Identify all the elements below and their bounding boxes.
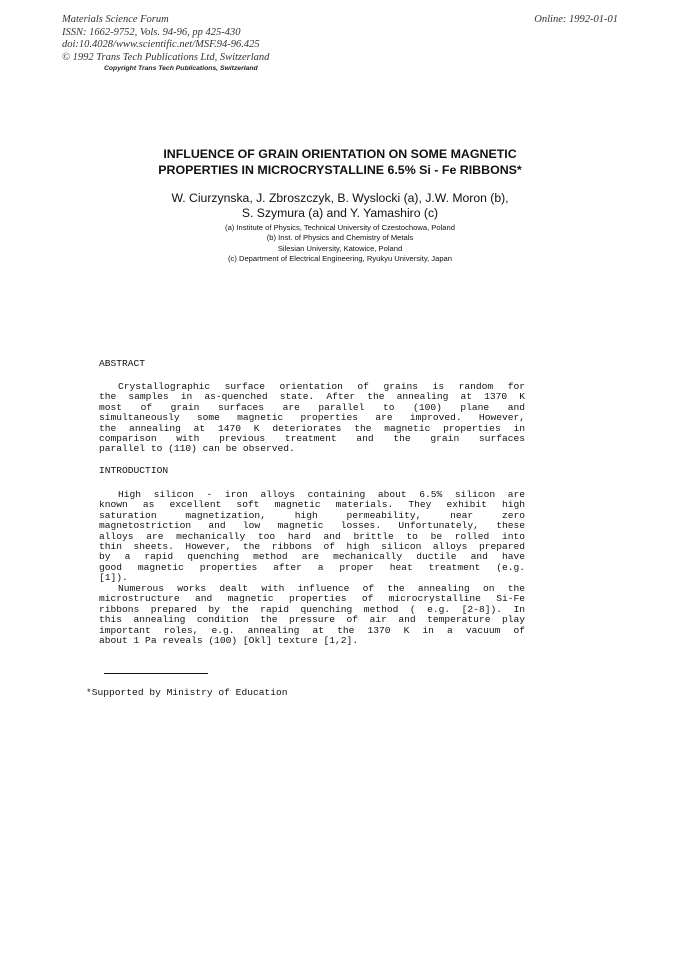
abstract-body	[99, 382, 525, 455]
affiliation-line: (c) Department of Electrical Engineering, Ryukyu University, Japan	[228, 254, 452, 264]
author-list	[80, 191, 600, 220]
copyright-line: Copyright Trans Tech Publications, Switzerland	[104, 65, 258, 72]
intro-line: saturation magnetization, high permeability, near zero	[99, 509, 525, 521]
introduction-heading: INTRODUCTION	[99, 465, 169, 476]
abstract-line: parallel to (110) can be observed.	[99, 443, 295, 455]
title-line: INFLUENCE OF GRAIN ORIENTATION ON SOME MAGNETIC	[163, 147, 517, 161]
intro-line: good magnetic properties after a proper heat treatment (e.g.	[99, 561, 525, 573]
abstract-line: Crystallographic surface orientation of grains is random for	[118, 381, 525, 392]
author-line: S. Szymura (a) and Y. Yamashiro (c)	[241, 205, 439, 220]
affiliation-line: Silesian University, Katowice, Poland	[277, 243, 403, 253]
intro-line: ribbons prepared by the rapid quenching method ( e.g. [2-8]). In	[99, 603, 525, 615]
intro-line: magnetostriction and low magnetic losses. Unfortunately, these	[99, 520, 525, 532]
footnote: *Supported by Ministry of Education	[86, 687, 288, 698]
abstract-line: simultaneously some magnetic properties are improved. However,	[99, 412, 525, 424]
abstract-line: comparison with previous treatment and the grain surfaces	[99, 433, 525, 445]
abstract-line: the samples in as-quenched state. After the annealing at 1370 K	[99, 391, 525, 403]
issn-line: ISSN: 1662-9752, Vols. 94-96, pp 425-430	[62, 26, 241, 38]
abstract-line: most of grain surfaces are parallel to (100) plane and	[99, 401, 525, 413]
footnote-divider	[104, 673, 208, 674]
publisher-line: © 1992 Trans Tech Publications Ltd, Switzerland	[62, 51, 270, 63]
intro-line: known as excellent soft magnetic materials. They exhibit high	[99, 499, 525, 511]
introduction-paragraph-2	[99, 584, 525, 646]
intro-line: this annealing condition the pressure of air and temperature play	[99, 614, 525, 626]
abstract-line: the annealing at 1470 K deteriorates the magnetic properties in	[99, 422, 525, 434]
intro-line: alloys are mechanically too hard and brittle to be rolled into	[99, 530, 525, 542]
paper-title	[80, 147, 600, 178]
intro-line: thin sheets. However, the ribbons of high silicon alloys prepared	[99, 541, 525, 553]
abstract-heading: ABSTRACT	[99, 358, 146, 369]
doi-line: doi:10.4028/www.scientific.net/MSF.94-96.425	[62, 39, 260, 51]
affiliation-line: (b) Inst. of Physics and Chemistry of Metals	[266, 233, 414, 243]
introduction-paragraph-1	[99, 490, 525, 584]
intro-line: important roles, e.g. annealing at the 1370 K in a vacuum of	[99, 624, 525, 636]
affiliation-line: (a) Institute of Physics, Technical University of Czestochowa, Poland	[225, 223, 455, 232]
citation-block	[62, 14, 502, 64]
journal-name: Materials Science Forum	[62, 14, 169, 25]
author-line: W. Ciurzynska, J. Zbroszczyk, B. Wyslocki (a), J.W. Moron (b),	[171, 191, 509, 205]
intro-line: [1]).	[99, 572, 128, 584]
intro-line: microstructure and magnetic properties of microcrystalline Si-Fe	[99, 593, 525, 605]
intro-line: Numerous works dealt with influence of the annealing on the	[118, 583, 525, 594]
intro-line: High silicon - iron alloys containing about 6.5% silicon are	[118, 489, 525, 500]
title-line: PROPERTIES IN MICROCRYSTALLINE 6.5% Si - Fe RIBBONS*	[158, 162, 522, 177]
online-date: Online: 1992-01-01	[534, 14, 618, 25]
affiliation-list	[80, 223, 600, 265]
intro-line: about 1 Pa reveals (100) [Okl] texture [1,2].	[99, 635, 359, 647]
intro-line: by a rapid quenching method are mechanically ductile and have	[99, 551, 525, 563]
